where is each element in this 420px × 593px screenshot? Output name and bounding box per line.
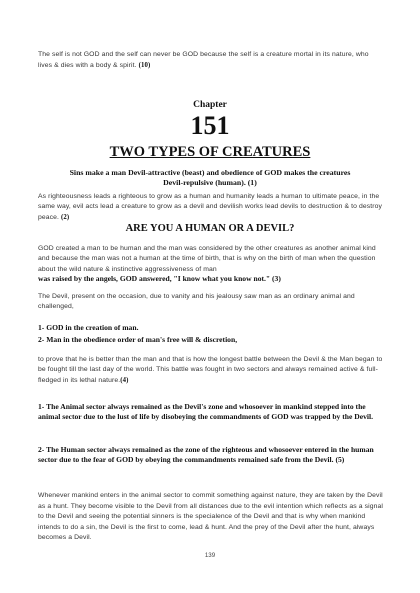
chapter-subtitle: Sins make a man Devil-attractive (beast) and obedience of GOD makes the creatures Devil-repulsive (human). (1) <box>69 168 351 187</box>
intro-reference: (10) <box>138 61 151 69</box>
paragraph-righteousness-reference: (2) <box>61 213 70 221</box>
list-item: 1- GOD in the creation of man. <box>38 323 139 332</box>
paragraph-battle-reference: (4) <box>120 376 129 384</box>
point-animal-sector: 1- The Animal sector always remained as the Devil's zone and whosoever in mankind stepped into the animal sector due to the lust of life by disobeying the commandments of GOD was trapped by the Devil. <box>38 402 374 422</box>
section-heading: ARE YOU A HUMAN OR A DEVIL? <box>125 223 295 234</box>
list-item: 2- Man in the obedience order of man's free will & discretion, <box>38 335 238 344</box>
page-number: 139 <box>204 552 216 559</box>
paragraph-righteousness-text: As righteousness leads a righteous to grow as a human and humanity leads a human to ultimate peace, in the same way, evil acts lead a creature to grow as a devil and devilish works lead devils to destruction & to destroy peace. <box>38 193 383 221</box>
chapter-title: TWO TYPES OF CREATURES <box>109 144 311 160</box>
paragraph-righteousness <box>38 192 383 223</box>
intro-text: The self is not GOD and the self can never be GOD because the self is a creature mortal in its nature, who lives & dies with a body & spirit. <box>38 51 369 69</box>
paragraph-devil-challenge: The Devil, present on the occasion, due to vanity and his jealousy saw man as an ordinary animal and challenged, <box>38 293 355 311</box>
paragraph-creation-answer: was raised by the angels, GOD answered, "I know what you know not." (3) <box>38 274 281 283</box>
paragraph-hunt: Whenever mankind enters in the animal sector to commit something against nature, they are taken by the Devil as a hunt. They become visible to the Devil from all distances due to the evil intention which reflects as a signal to the Devil and seeing the potential sinners is the specialence of the Devil and that is why when mankind intends to do a sin, the Devil is the first to come, lead & hunt. And the prey of the Devil after the hunt, always becomes a Devil. <box>38 492 383 542</box>
paragraph-battle-text: to prove that he is better than the man and that is how the longest battle between the Devil & the Man began to be fought till the last day of the world. This battle was fought in two sectors and always remained active & full-fledged in its lethal nature. <box>38 356 383 384</box>
point-human-sector: 2- The Human sector always remained as the zone of the righteous and whosoever entered in the human sector due to the fear of GOD by obeying the commandments remained safe from the Devil. (5) <box>38 445 374 465</box>
paragraph-battle <box>38 355 383 386</box>
chapter-number: 151 <box>190 111 230 140</box>
intro-paragraph <box>38 50 383 71</box>
paragraph-creation: GOD created a man to be human and the man was considered by the other creatures as another animal kind and because the man was not a human at the time of birth, that is why on the birth of man when the question about the wild nature & instinctive aggressiveness of man <box>38 245 376 273</box>
chapter-label: Chapter <box>193 100 227 110</box>
